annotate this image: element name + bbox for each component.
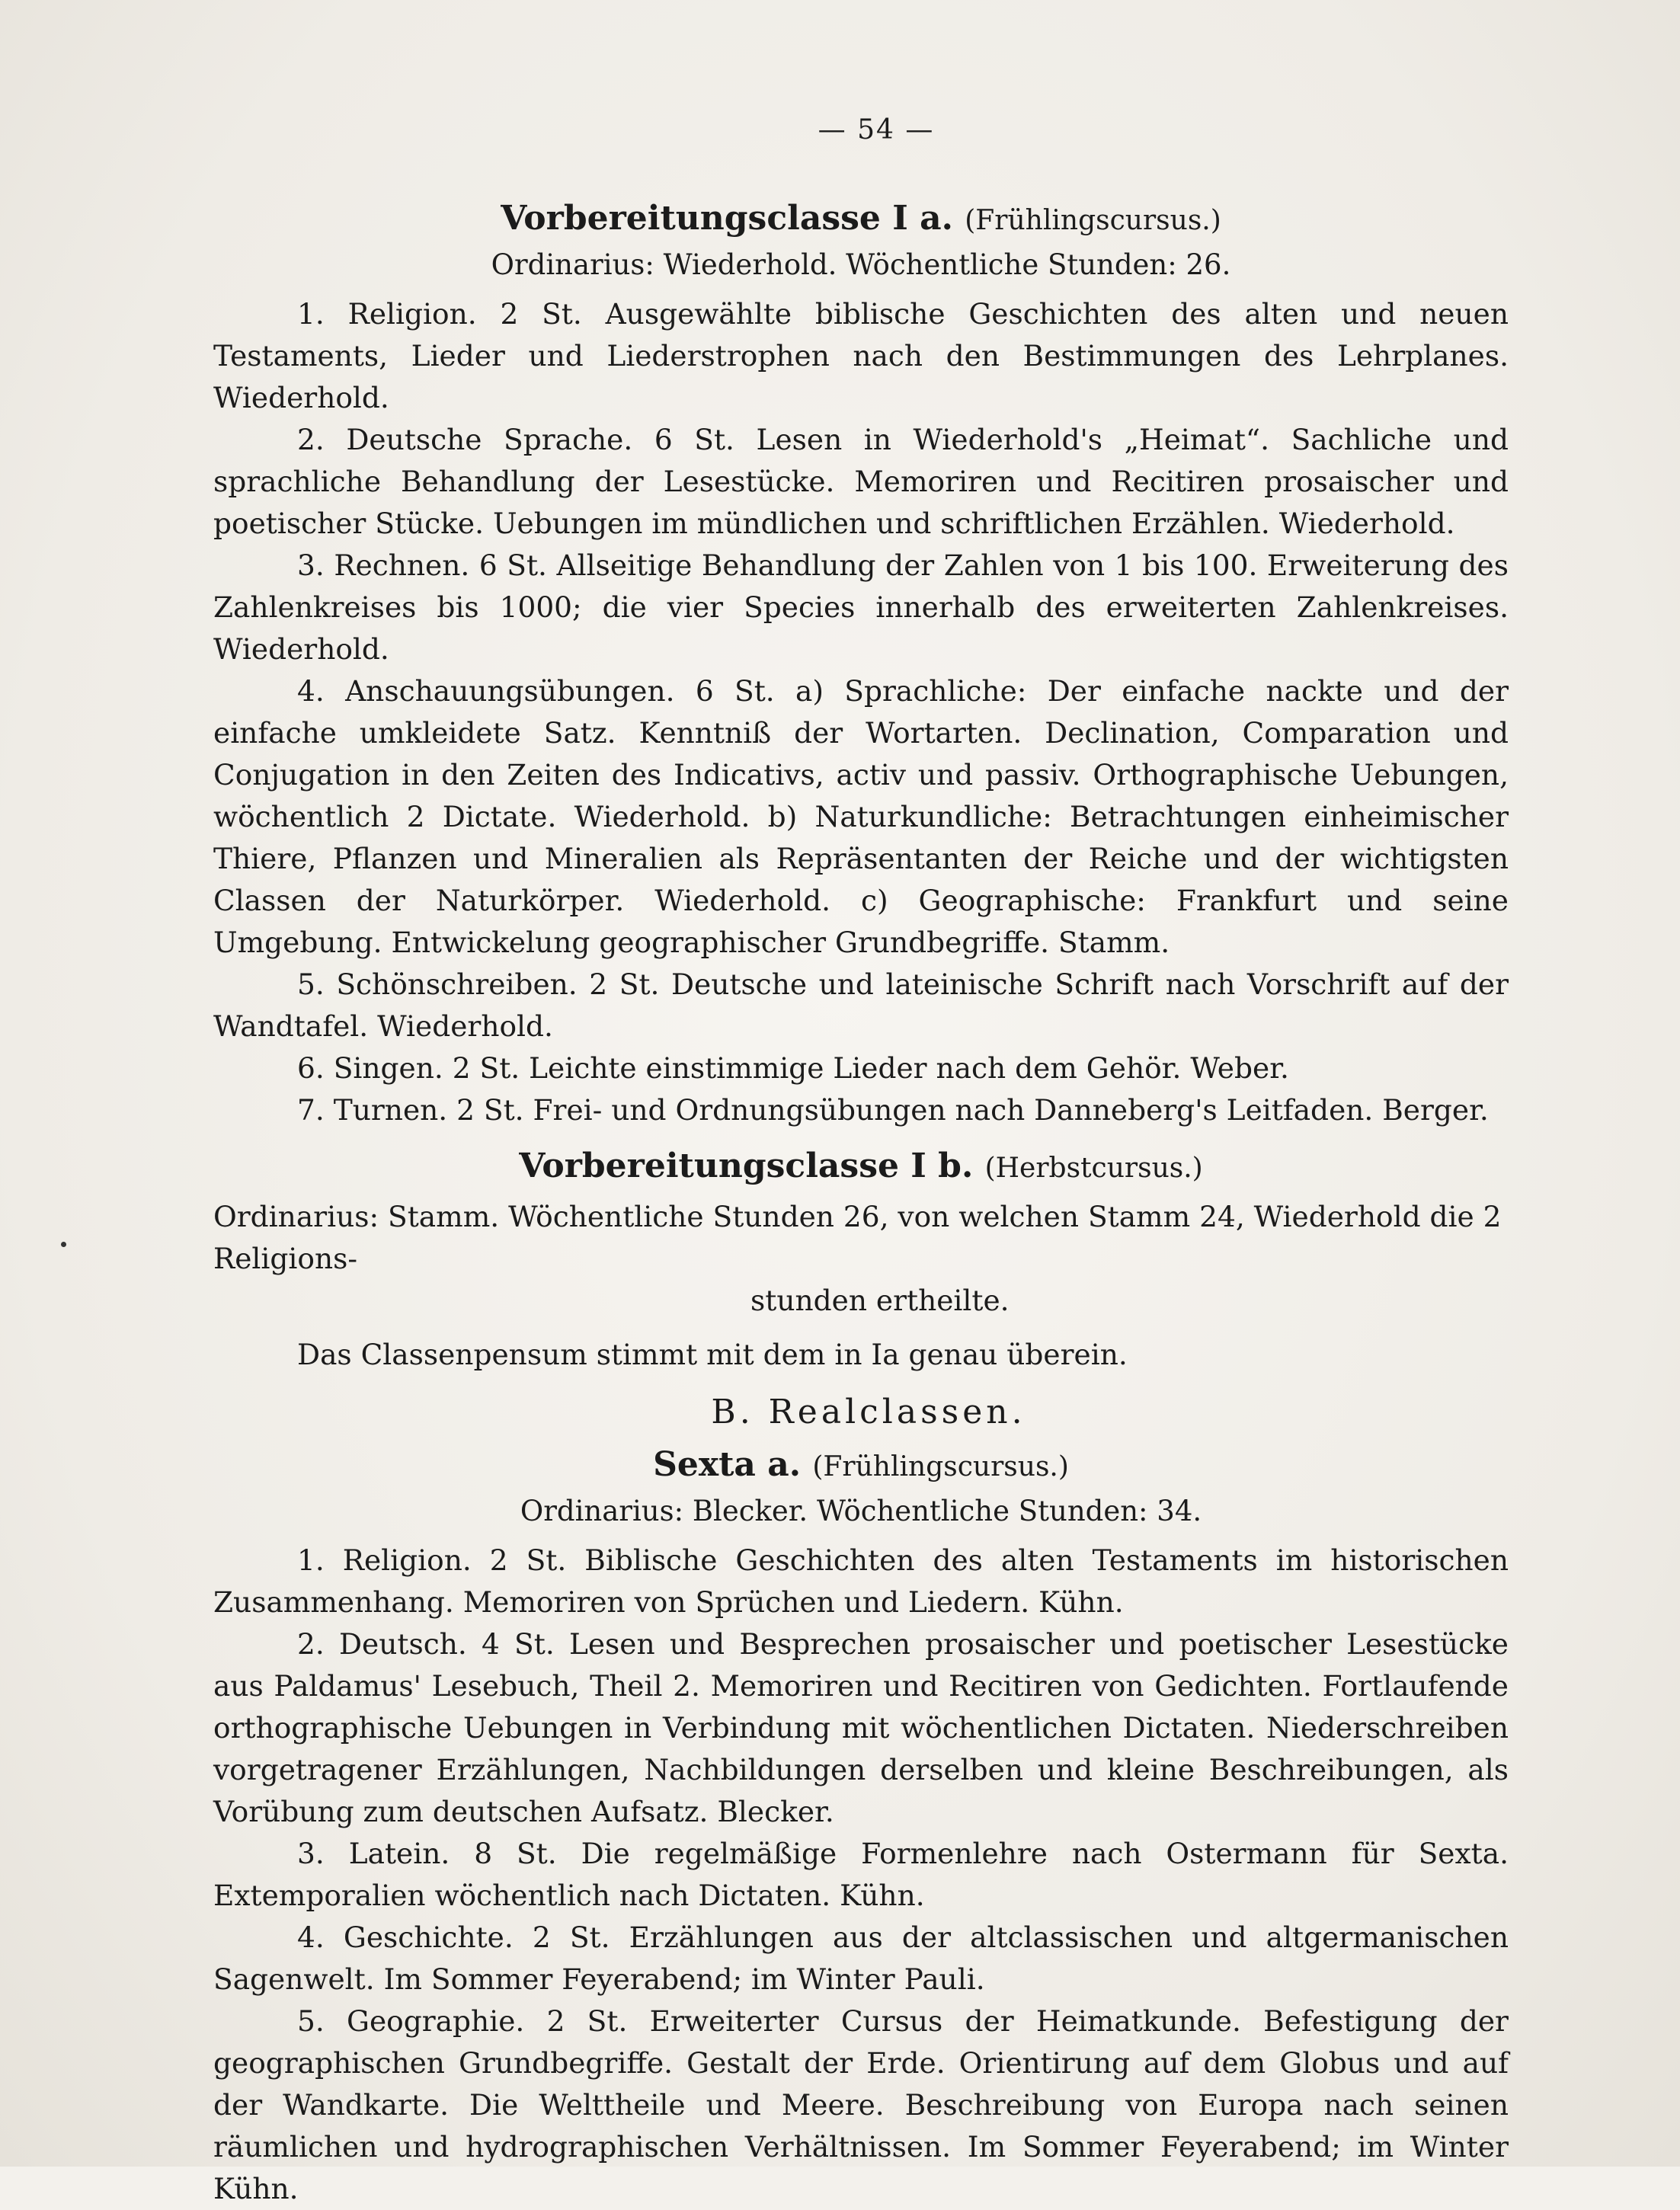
heading-sub: (Frühlingscursus.) — [812, 1451, 1069, 1482]
heading-sub: (Frühlingscursus.) — [965, 205, 1221, 236]
classenpensum-note: Das Classenpensum stimmt mit dem in Ia genau überein. — [297, 1338, 1128, 1371]
ink-speck — [61, 1242, 66, 1247]
section-heading-sexta-a — [213, 1445, 1509, 1484]
entry-geographie: 5. Geographie. 2 St. Erweiterter Cursus der Heimatkunde. Befestigung der geographischen Grundbegriffe. Gestalt der Erde. Orientirung auf dem Globus und auf der Wandkarte. Die Welttheile und Meere. Beschreibung von Europa nach seinen räumlichen und hydrographischen Verhältnissen. Im Sommer Feyerabend; im Winter Kühn. — [213, 2004, 1509, 2205]
entry-religion: 1. Religion. 2 St. Biblische Geschichten des alten Testaments im historischen Zusammenhang. Memoriren von Sprüchen und Liedern. Kühn. — [213, 1543, 1509, 1619]
entry-latein: 3. Latein. 8 St. Die regelmäßige Formenlehre nach Ostermann für Sexta. Extemporalien wöchentlich nach Dictaten. Kühn. — [213, 1837, 1509, 1912]
heading-title: Sexta a. — [653, 1445, 802, 1484]
entry-anschauungsuebungen: 4. Anschauungsübungen. 6 St. a) Sprachliche: Der einfache nackte und der einfache umkleidete Satz. Kenntniß der Wortarten. Declination, Comparation und Conjugation in den Zeiten des Indicativs, activ und passiv. Orthographische Uebungen, wöchentlich 2 Dictate. Wiederhold. b) Naturkundliche: Betrachtungen einheimischer Thiere, Pflanzen und Mineralien als Repräsentanten der Reiche und der wichtigsten Classen der Naturkörper. Wiederhold. c) Geographische: Frankfurt und seine Umgebung. Entwickelung geographischer Grundbegriffe. Stamm. — [213, 674, 1509, 959]
entry-rechnen: 3. Rechnen. 6 St. Allseitige Behandlung der Zahlen von 1 bis 100. Erweiterung des Zahlenkreises bis 1000; die vier Species innerhalb des erweiterten Zahlenkreises. Wiederhold. — [213, 549, 1509, 666]
section-heading-1a — [213, 199, 1509, 238]
page-number: — 54 — — [818, 114, 935, 146]
entry-schoenschreiben: 5. Schönschreiben. 2 St. Deutsche und lateinische Schrift nach Vorschrift auf der Wandtafel. Wiederhold. — [213, 967, 1509, 1043]
ordinarius-line: Ordinarius: Wiederhold. Wöchentliche Stunden: 26. — [491, 248, 1231, 281]
ordinarius-block — [213, 1196, 1509, 1322]
entry-religion: 1. Religion. 2 St. Ausgewählte biblische Geschichten des alten und neuen Testaments, Lieder und Liederstrophen nach den Bestimmungen des Lehrplanes. Wiederhold. — [213, 297, 1509, 414]
entry-geschichte: 4. Geschichte. 2 St. Erzählungen aus der altclassischen und altgermanischen Sagenwelt. Im Sommer Feyerabend; im Winter Pauli. — [213, 1921, 1509, 1996]
entry-turnen: 7. Turnen. 2 St. Frei- und Ordnungsübungen nach Danneberg's Leitfaden. Berger. — [297, 1093, 1489, 1127]
entry-deutsch: 2. Deutsch. 4 St. Lesen und Besprechen prosaischer und poetischer Lesestücke aus Paldamus' Lesebuch, Theil 2. Memoriren und Recitiren von Gedichten. Fortlaufende orthographische Uebungen in Verbindung mit wöchentlichen Dictaten. Niederschreiben vorgetragener Erzählungen, Nachbildungen derselben und kleine Beschreibungen, als Vorübung zum deutschen Aufsatz. Blecker. — [213, 1627, 1509, 1828]
entry-deutsche-sprache: 2. Deutsche Sprache. 6 St. Lesen in Wiederhold's „Heimat“. Sachliche und sprachliche Behandlung der Lesestücke. Memoriren und Recitiren prosaischer und poetischer Stücke. Uebungen im mündlichen und schriftlichen Erzählen. Wiederhold. — [213, 423, 1509, 540]
ordinarius-line: Ordinarius: Stamm. Wöchentliche Stunden 26, von welchen Stamm 24, Wiederhold die 2 Religions- — [213, 1200, 1502, 1275]
ordinarius-continuation: stunden ertheilte. — [750, 1284, 1010, 1317]
heading-sub: (Herbstcursus.) — [984, 1153, 1203, 1184]
ordinarius-line: Ordinarius: Blecker. Wöchentliche Stunden: 34. — [520, 1495, 1202, 1527]
section-heading-1b — [213, 1147, 1509, 1185]
entry-singen: 6. Singen. 2 St. Leichte einstimmige Lieder nach dem Gehör. Weber. — [297, 1051, 1289, 1085]
heading-title: Vorbereitungsclasse I b. — [519, 1147, 974, 1185]
heading-title: Vorbereitungsclasse I a. — [501, 199, 953, 238]
realclassen-title: B. Realclassen. — [711, 1393, 1026, 1431]
